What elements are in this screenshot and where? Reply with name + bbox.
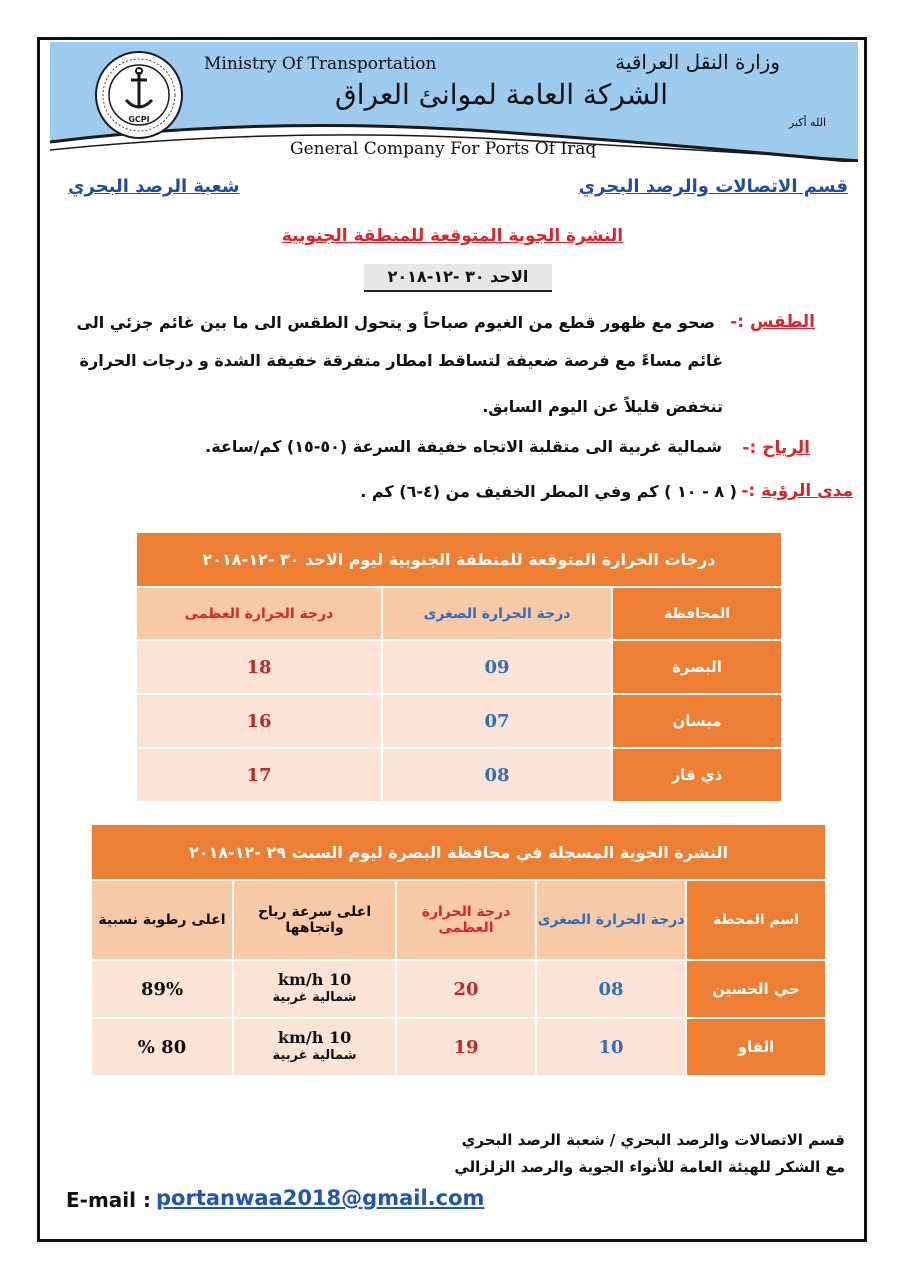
- visibility-label-row: مدى الرؤية :-: [741, 481, 853, 501]
- province-name: ذي قار: [612, 748, 782, 802]
- ministry-en: Ministry Of Transportation: [204, 54, 437, 74]
- table-row: [136, 694, 782, 748]
- observed-title-row: [91, 824, 826, 880]
- min-temp: 09: [382, 640, 612, 694]
- humidity: 80 %: [91, 1018, 233, 1076]
- gcpi-logo: [94, 50, 184, 140]
- forecast-title-row: [136, 532, 782, 587]
- wind-speed: 10 km/h: [277, 970, 352, 989]
- table-row: [136, 748, 782, 802]
- forecast-table: [135, 531, 783, 803]
- col-wind: اعلى سرعة رياح واتجاهها: [233, 880, 396, 960]
- weather-line-3: تنخفض قليلاً عن اليوم السابق.: [482, 397, 723, 416]
- province-name: البصرة: [612, 640, 782, 694]
- wind-label-row: الرياح :-: [742, 438, 810, 458]
- col-province: المحافظة: [612, 587, 782, 640]
- observed-header-row: [91, 880, 826, 960]
- station-name: حي الحسين: [686, 960, 826, 1018]
- visibility-label: مدى الرؤية: [761, 481, 853, 501]
- bulletin-date: الاحد ٣٠ -١٢-٢٠١٨: [364, 264, 552, 292]
- min-temp: 08: [536, 960, 686, 1018]
- max-temp: 19: [396, 1018, 536, 1076]
- station-name: الفاو: [686, 1018, 826, 1076]
- observed-table: [90, 823, 827, 1077]
- email-label: E-mail :: [66, 1188, 151, 1212]
- max-temp: 18: [136, 640, 382, 694]
- wind-cell: [233, 1018, 396, 1076]
- company-ar: الشركة العامة لموانئ العراق: [334, 78, 668, 111]
- division-title: شعبة الرصد البحري: [68, 176, 240, 197]
- wind-label: الرياح: [762, 438, 810, 458]
- max-temp: 20: [396, 960, 536, 1018]
- humidity: 89%: [91, 960, 233, 1018]
- forecast-header-row: [136, 587, 782, 640]
- department-title: قسم الاتصالات والرصد البحري: [578, 176, 848, 197]
- wind-cell: [233, 960, 396, 1018]
- ministry-ar: وزارة النقل العراقية: [615, 50, 780, 74]
- logo-text: GCPI: [128, 115, 150, 124]
- forecast-table-title: درجات الحرارة المتوقعة للمنطقة الجنوبية ليوم الاحد ٣٠ -١٢-٢٠١٨: [136, 532, 782, 587]
- min-temp: 10: [536, 1018, 686, 1076]
- company-en: General Company For Ports Of Iraq: [290, 139, 597, 159]
- footer-department: قسم الاتصالات والرصد البحري / شعبة الرصد البحري: [461, 1131, 845, 1149]
- table-row: [136, 640, 782, 694]
- province-name: ميسان: [612, 694, 782, 748]
- header-banner: [50, 42, 858, 162]
- col-station: اسم المحطة: [686, 880, 826, 960]
- col-max-temp: درجة الحرارة العظمى: [396, 880, 536, 960]
- bulletin-title: النشرة الجوية المتوقعة للمنطقة الجنوبية: [281, 226, 624, 246]
- min-temp: 07: [382, 694, 612, 748]
- email-link[interactable]: portanwaa2018@gmail.com: [156, 1186, 485, 1210]
- wind-text: شمالية غربية الى متقلبة الاتجاه خفيفة السرعة (٥٠-١٥) كم/ساعة.: [205, 437, 722, 456]
- table-row: [91, 1018, 826, 1076]
- table-row: [91, 960, 826, 1018]
- footer-thanks: مع الشكر للهيئة العامة للأنواء الجوية والرصد الزلزالي: [454, 1158, 845, 1176]
- max-temp: 16: [136, 694, 382, 748]
- col-min-temp: درجة الحرارة الصغرى: [536, 880, 686, 960]
- visibility-text: ( ٨ - ١٠ ) كم وفي المطر الخفيف من (٤-٦) كم .: [360, 482, 737, 501]
- observed-table-title: النشرة الجوية المسجلة في محافظة البصرة ليوم السبت ٢٩ -١٢-٢٠١٨: [91, 824, 826, 880]
- wind-speed: 10 km/h: [277, 1028, 352, 1047]
- weather-label-row: الطقس :-: [730, 312, 815, 332]
- allah-akbar: الله أكبر: [788, 116, 826, 129]
- wind-direction: شمالية غربية: [272, 990, 357, 1005]
- max-temp: 17: [136, 748, 382, 802]
- weather-label: الطقس: [749, 312, 815, 332]
- col-max-temp: درجة الحرارة العظمى: [136, 587, 382, 640]
- weather-line-1: صحو مع ظهور قطع من الغيوم صباحاً و يتحول الطقس الى ما بين غائم جزئي الى: [76, 313, 715, 332]
- col-humidity: اعلى رطوبة نسبية: [91, 880, 233, 960]
- min-temp: 08: [382, 748, 612, 802]
- weather-line-2: غائم مساءً مع فرصة ضعيفة لتساقط امطار متفرقة خفيفة الشدة و درجات الحرارة: [79, 351, 723, 370]
- wind-direction: شمالية غربية: [272, 1048, 357, 1063]
- col-min-temp: درجة الحرارة الصغرى: [382, 587, 612, 640]
